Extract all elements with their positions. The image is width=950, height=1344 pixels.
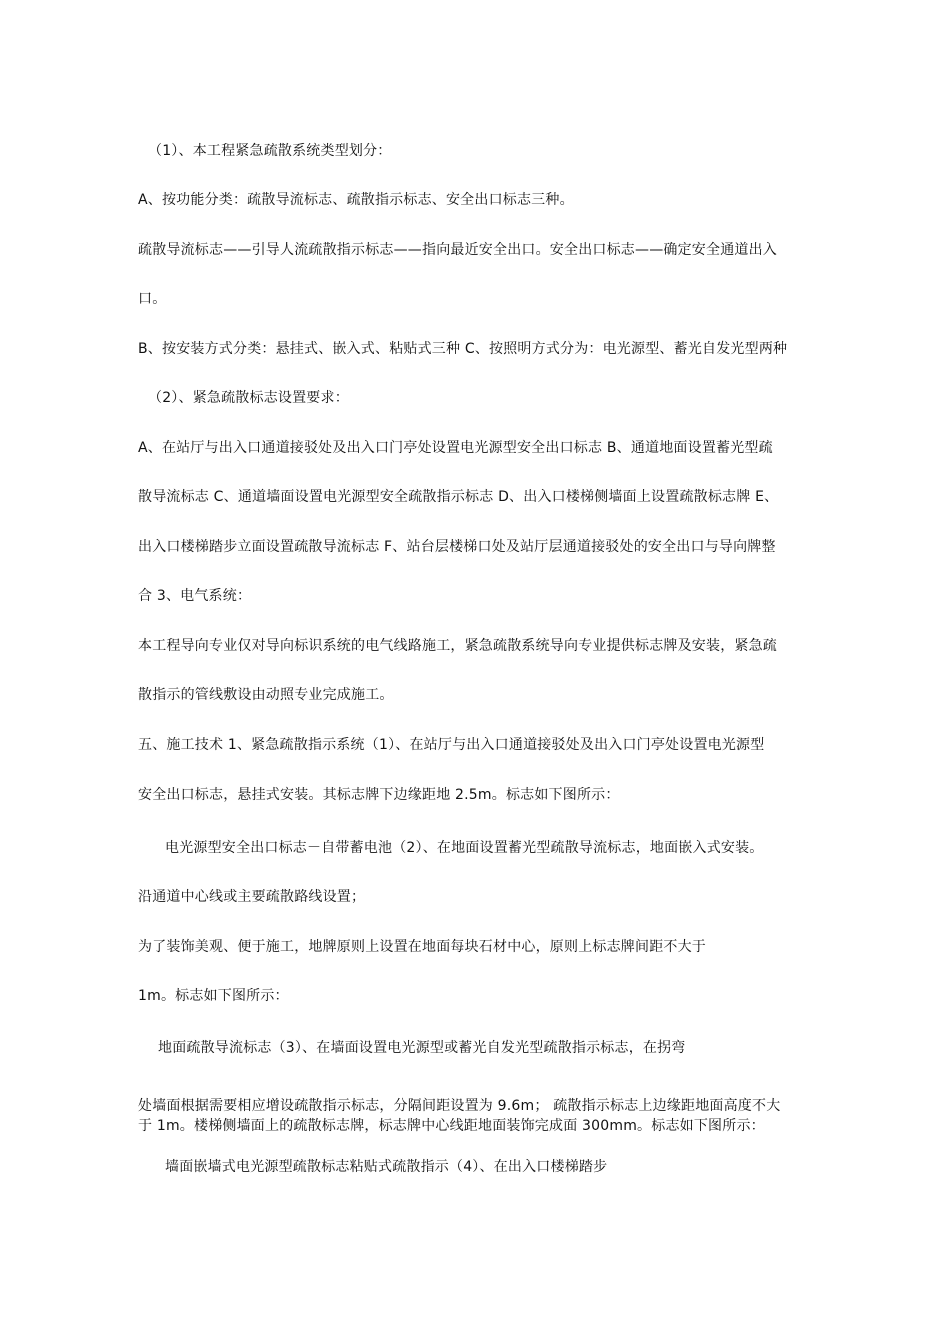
paragraph-line: 处墙面根据需要相应增设疏散指示标志，分隔间距设置为 9.6m； 疏散指示标志上边缘距地面高度不大 <box>138 1098 781 1114</box>
paragraph-line: 疏散导流标志——引导人流疏散指示标志——指向最近安全出口。安全出口标志——确定安全通道出入 <box>138 242 777 258</box>
paragraph-line: 合 3、电气系统： <box>138 588 252 604</box>
figure-caption-line: 电光源型安全出口标志－自带蓄电池（2）、在地面设置蓄光型疏散导流标志，地面嵌入式安装。 <box>165 840 764 856</box>
paragraph-line: 本工程导向专业仅对导向标识系统的电气线路施工，紧急疏散系统导向专业提供标志牌及安装，紧急疏 <box>138 638 777 654</box>
paragraph-line: 散导流标志 C、通道墙面设置电光源型安全疏散指示标志 D、出入口楼梯侧墙面上设置疏散标志牌 E、 <box>138 489 779 505</box>
paragraph-line: 为了装饰美观、便于施工，地牌原则上设置在地面每块石材中心，原则上标志牌间距不大于 <box>138 939 706 955</box>
figure-caption-line: 地面疏散导流标志（3）、在墙面设置电光源型或蓄光自发光型疏散指示标志，在拐弯 <box>158 1040 686 1056</box>
paragraph-line: 安全出口标志，悬挂式安装。其标志牌下边缘距地 2.5m。标志如下图所示： <box>138 787 620 803</box>
paragraph-line: 出入口楼梯踏步立面设置疏散导流标志 F、站台层楼梯口处及站厅层通道接驳处的安全出口与导向牌整 <box>138 539 776 555</box>
section-heading-2: （2）、紧急疏散标志设置要求： <box>148 390 349 406</box>
paragraph-line: 五、施工技术 1、紧急疏散指示系统（1）、在站厅与出入口通道接驳处及出入口门亭处设置电光源型 <box>138 737 765 753</box>
section-heading-1: （1）、本工程紧急疏散系统类型划分： <box>148 143 392 159</box>
paragraph-line: 沿通道中心线或主要疏散路线设置； <box>138 889 366 905</box>
paragraph-line: A、按功能分类：疏散导流标志、疏散指示标志、安全出口标志三种。 <box>138 192 574 208</box>
figure-caption-line: 墙面嵌墙式电光源型疏散标志粘贴式疏散指示（4）、在出入口楼梯踏步 <box>165 1159 608 1175</box>
paragraph-line: B、按安装方式分类：悬挂式、嵌入式、粘贴式三种 C、按照明方式分为：电光源型、蓄光自发光型两种 <box>138 341 788 357</box>
paragraph-line: A、在站厅与出入口通道接驳处及出入口门亭处设置电光源型安全出口标志 B、通道地面设置蓄光型疏 <box>138 440 773 456</box>
paragraph-line: 1m。标志如下图所示： <box>138 988 289 1004</box>
paragraph-line: 散指示的管线敷设由动照专业完成施工。 <box>138 687 394 703</box>
paragraph-line: 口。 <box>138 291 167 307</box>
paragraph-line: 于 1m。楼梯侧墙面上的疏散标志牌，标志牌中心线距地面装饰完成面 300mm。标志如下图所示： <box>138 1118 765 1134</box>
